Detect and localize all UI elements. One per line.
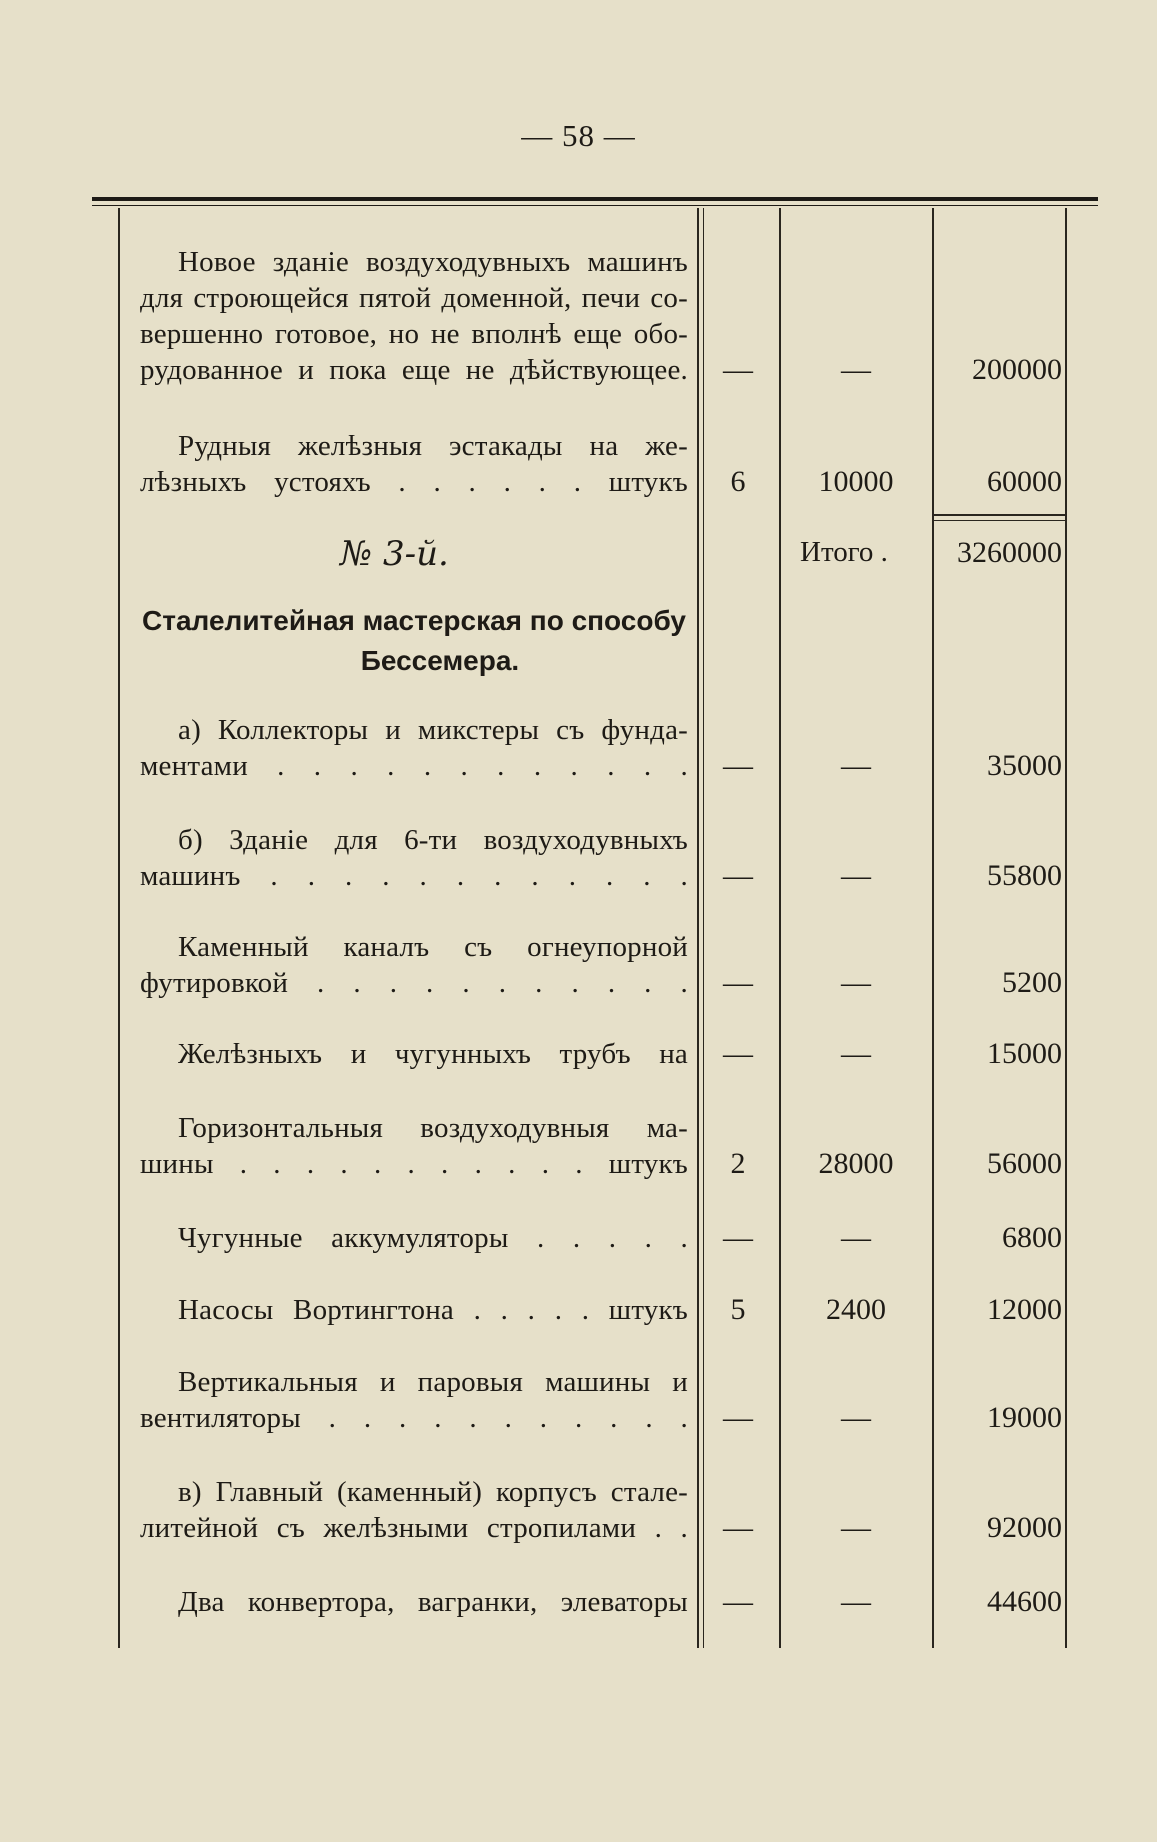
sum-cell: 35000 <box>987 749 1062 782</box>
entry-line: Два конвертора, вагранки, элеваторы <box>178 1586 688 1618</box>
entry-line: Рудныя желѣзныя эстакады на же- <box>178 430 688 462</box>
left-border <box>118 208 120 1648</box>
entry-text <box>140 244 688 388</box>
quantity-cell: — <box>723 353 753 386</box>
entry-text <box>140 1036 688 1072</box>
quantity-cell: — <box>723 966 753 999</box>
quantity-cell: — <box>723 1585 753 1618</box>
header-rule-thin <box>92 205 1098 206</box>
entry-text <box>140 822 688 894</box>
sum-cell: 6800 <box>1002 1221 1062 1254</box>
entry-line: вершенно готовое, но не вполнѣ еще обо- <box>140 318 688 350</box>
quantity-cell: — <box>723 749 753 782</box>
sum-cell: 55800 <box>987 859 1062 892</box>
price-cell: — <box>841 353 871 386</box>
entry-text <box>140 1292 688 1328</box>
entry-text <box>140 428 688 500</box>
page-number: — 58 — <box>521 118 636 153</box>
entry-text <box>140 1584 688 1620</box>
quantity-cell: — <box>723 1401 753 1434</box>
price-cell: — <box>841 1511 871 1544</box>
section-number: № 3-й. <box>340 534 449 574</box>
entry-line: машинъ . . . . . . . . . . . . <box>140 860 688 892</box>
quantity-cell: — <box>723 859 753 892</box>
sum-cell: 5200 <box>1002 966 1062 999</box>
price-cell: 10000 <box>818 465 894 498</box>
total-label: Итого . <box>800 536 888 568</box>
entry-line: рудованное и пока еще не дѣйствующее. <box>140 354 688 386</box>
sum-cell: 15000 <box>987 1037 1062 1070</box>
quantity-cell: — <box>723 1511 753 1544</box>
quantity-cell: — <box>723 1221 753 1254</box>
entry-line: литейной съ желѣзными стропилами . . <box>140 1512 688 1544</box>
price-cell: 28000 <box>818 1147 894 1180</box>
entry-line: шины . . . . . . . . . . . штукъ <box>140 1148 688 1180</box>
sum-cell: 56000 <box>987 1147 1062 1180</box>
entry-line: ментами . . . . . . . . . . . . <box>140 750 688 782</box>
quantity-cell: 6 <box>730 465 746 498</box>
right-border <box>1065 208 1067 1648</box>
price-cell: — <box>841 749 871 782</box>
section-title-line1: Сталелитейная мастерская по способу <box>142 605 686 636</box>
price-cell: — <box>841 1401 871 1434</box>
entry-text <box>140 1474 688 1546</box>
entry-text <box>140 712 688 784</box>
quantity-cell: 2 <box>730 1147 746 1180</box>
price-cell: 2400 <box>826 1293 886 1326</box>
price-cell: — <box>841 859 871 892</box>
sum-cell: 60000 <box>987 465 1062 498</box>
sum-cell: 200000 <box>972 353 1062 386</box>
entry-line: в) Главный (каменный) корпусъ стале- <box>178 1476 688 1508</box>
entry-line: вентиляторы . . . . . . . . . . . <box>140 1402 688 1434</box>
entry-line: Насосы Вортингтона . . . . . штукъ <box>178 1294 688 1326</box>
entry-line: б) Зданіе для 6-ти воздуходувныхъ <box>178 824 688 856</box>
entry-line: Новое зданіе воздуходувныхъ машинъ <box>178 246 688 278</box>
total-value: 3260000 <box>957 536 1062 569</box>
quantity-cell: — <box>723 1037 753 1070</box>
entry-line: а) Коллекторы и микстеры съ фунда- <box>178 714 688 746</box>
entry-line: для строющейся пятой доменной, печи со- <box>140 282 688 314</box>
quantity-cell: 5 <box>730 1293 746 1326</box>
sum-cell: 92000 <box>987 1511 1062 1544</box>
entry-line: Вертикальныя и паровыя машины и <box>178 1366 688 1398</box>
entry-line: Горизонтальныя воздуходувныя ма- <box>178 1112 688 1144</box>
entry-text <box>140 1220 688 1256</box>
total-rule-2 <box>934 520 1065 521</box>
sum-cell: 12000 <box>987 1293 1062 1326</box>
entry-line: Чугунные аккумуляторы . . . . . <box>178 1222 688 1254</box>
price-cell: — <box>841 1585 871 1618</box>
entry-text <box>140 1110 688 1182</box>
price-cell: — <box>841 1221 871 1254</box>
price-cell: — <box>841 1037 871 1070</box>
entry-line: Желѣзныхъ и чугунныхъ трубъ на <box>178 1038 688 1070</box>
entry-text <box>140 1364 688 1436</box>
total-rule <box>934 514 1065 516</box>
entry-text <box>140 929 688 1001</box>
price-cell: — <box>841 966 871 999</box>
entry-line: лѣзныхъ устояхъ . . . . . . штукъ <box>140 466 688 498</box>
sum-cell: 44600 <box>987 1585 1062 1618</box>
entry-line: Каменный каналъ съ огнеупорной <box>178 931 688 963</box>
section-title-line2: Бессемера. <box>360 645 520 676</box>
sum-cell: 19000 <box>987 1401 1062 1434</box>
entry-line: футировкой . . . . . . . . . . . <box>140 967 688 999</box>
header-rule <box>92 197 1098 201</box>
